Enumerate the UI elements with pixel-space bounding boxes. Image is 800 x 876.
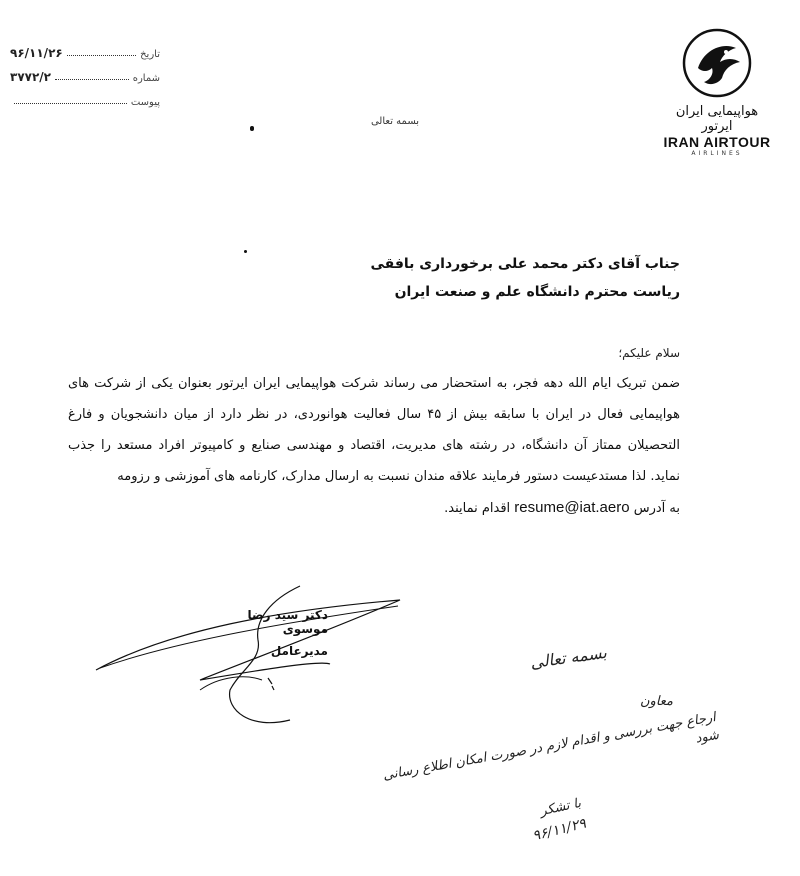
letter-body xyxy=(68,368,680,524)
ink-dot xyxy=(250,126,254,131)
attachment-row xyxy=(10,84,160,108)
number-row xyxy=(10,60,160,84)
handwritten-line-1: بسمه تعالی xyxy=(529,642,608,673)
number-label: شماره xyxy=(132,73,160,84)
body-address-suffix: اقدام نمایند. xyxy=(444,501,511,516)
date-value: ۹۶/۱۱/۲۶ xyxy=(10,46,63,60)
number-value: ۳۷۷۲/۲ xyxy=(10,70,52,84)
recipient-line-1: جناب آقای دکتر محمد علی برخورداری بافقی xyxy=(370,256,680,272)
company-name-fa: هواپیمایی ایران ایرتور xyxy=(675,104,759,134)
company-logo xyxy=(662,28,772,157)
signatory-title: مدیرعامل xyxy=(270,644,328,658)
greeting: سلام علیکم؛ xyxy=(618,346,680,360)
body-paragraph: ضمن تبریک ایام الله دهه فجر، به استحضار می رساند شرکت هواپیمایی ایران ایرتور بعنوان یکی از شرکت های هواپیمایی فعال در ایران با سابقه بیش از ۴۵ سال فعالیت هوانوردی، در نظر دارد از میان دانشجویان و فارغ التحصیلان ممتاز آن دانشگاه، در رشته های مدیریت، اقتصاد و مهندسی صنایع و کامپیوتر افراد مستعد را جذب نماید. لذا مستدعیست دستور فرمایند علاقه مندان نسبت به ارسال مدارک، کارنامه های آموزشی و رزومه xyxy=(68,376,680,484)
airtour-bird-logo-icon xyxy=(682,28,752,98)
recipient-line-2: ریاست محترم دانشگاه علم و صنعت ایران xyxy=(394,284,680,300)
company-name-en: IRAN AIRTOUR xyxy=(663,134,771,150)
attachment-label: پیوست xyxy=(130,97,160,108)
email-address: resume@iat.aero xyxy=(514,499,630,516)
date-label: تاریخ xyxy=(140,49,160,60)
handwritten-line-4: با تشکر xyxy=(538,795,583,820)
handwritten-date: ۹۶/۱۱/۲۹ xyxy=(530,815,588,845)
signatory-name: دکتر سید رضا موسوی xyxy=(247,608,328,636)
date-row xyxy=(10,36,160,60)
handwritten-line-2: معاون xyxy=(640,694,674,709)
bismillah: بسمه تعالی xyxy=(370,116,420,127)
letter-meta xyxy=(10,36,160,108)
company-sub-en: AIRLINES xyxy=(691,150,743,157)
body-address-prefix: به آدرس xyxy=(633,501,680,516)
handwritten-line-3: ارجاع جهت بررسی و اقدام لازم در صورت امکان اطلاع رسانی شود xyxy=(381,710,721,784)
ink-dot xyxy=(244,250,247,253)
signatory xyxy=(218,608,328,658)
